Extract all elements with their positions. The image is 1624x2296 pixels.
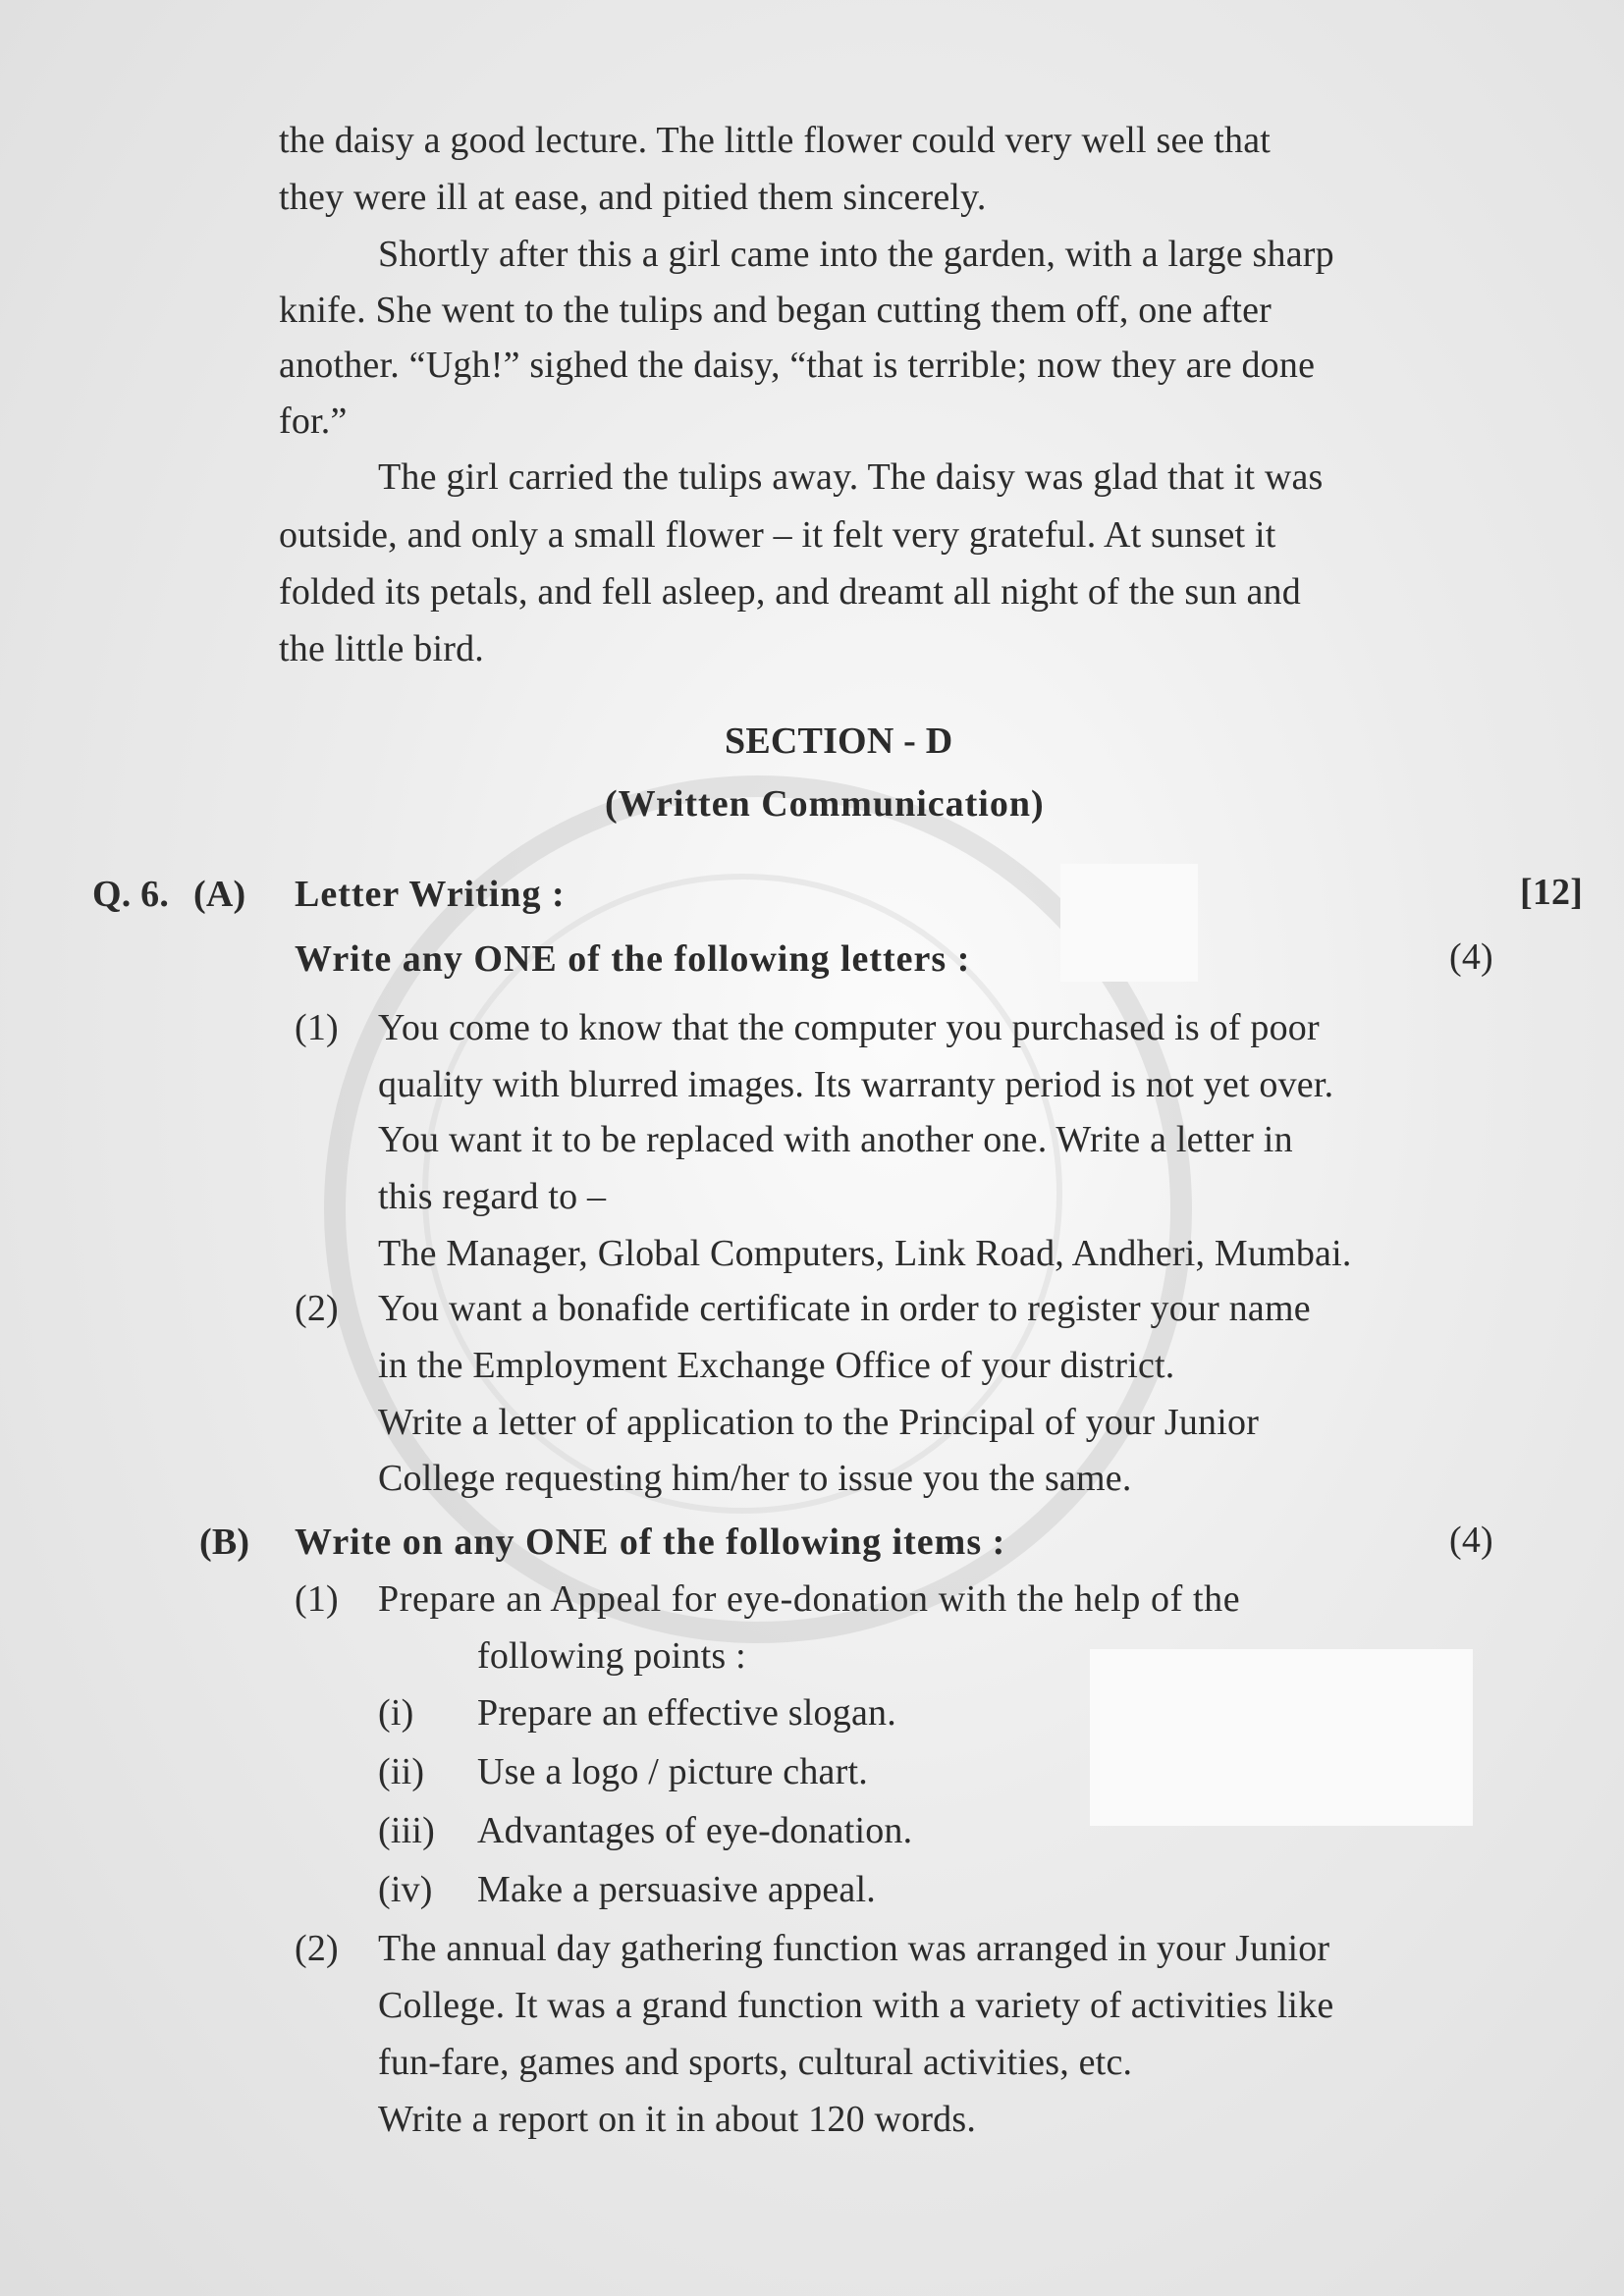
item-line: following points : — [477, 1635, 746, 1677]
item-line: You come to know that the computer you purchased is of poor — [378, 1007, 1320, 1048]
item-line: The annual day gathering function was arranged in your Junior — [378, 1928, 1330, 1969]
passage-line: Shortly after this a girl came into the garden, with a large sharp — [378, 234, 1334, 275]
part-a-marks: (4) — [1449, 936, 1493, 978]
blank-patch — [1060, 864, 1198, 982]
passage-line: for.” — [279, 400, 348, 442]
point-number: (i) — [378, 1692, 414, 1734]
point-text: Use a logo / picture chart. — [477, 1751, 868, 1792]
item-number: (2) — [295, 1288, 339, 1329]
item-line: You want a bonafide certificate in order to register your name — [378, 1288, 1311, 1329]
part-a-heading: Letter Writing : — [295, 874, 566, 915]
total-marks: [12] — [1520, 872, 1584, 913]
item-number: (1) — [295, 1007, 339, 1048]
passage-line: they were ill at ease, and pitied them sincerely. — [279, 177, 987, 218]
passage-line: knife. She went to the tulips and began cutting them off, one after — [279, 290, 1272, 331]
part-b-label: (B) — [199, 1522, 250, 1563]
passage-line: outside, and only a small flower – it felt very grateful. At sunset it — [279, 514, 1276, 556]
item-line: in the Employment Exchange Office of your district. — [378, 1345, 1175, 1386]
item-line: You want it to be replaced with another one. Write a letter in — [378, 1119, 1293, 1160]
passage-line: the daisy a good lecture. The little flower could very well see that — [279, 120, 1272, 161]
item-line: College requesting him/her to issue you the same. — [378, 1458, 1132, 1499]
point-text: Prepare an effective slogan. — [477, 1692, 896, 1734]
point-number: (iii) — [378, 1810, 435, 1851]
passage-line: folded its petals, and fell asleep, and dreamt all night of the sun and — [279, 571, 1301, 613]
passage-line: The girl carried the tulips away. The daisy was glad that it was — [378, 456, 1324, 498]
point-text: Make a persuasive appeal. — [477, 1869, 876, 1910]
point-text: Advantages of eye-donation. — [477, 1810, 913, 1851]
item-line: quality with blurred images. Its warranty period is not yet over. — [378, 1064, 1334, 1105]
item-line: The Manager, Global Computers, Link Road, Andheri, Mumbai. — [378, 1233, 1352, 1274]
blank-patch — [1090, 1649, 1473, 1826]
question-number: Q. 6. — [92, 874, 170, 915]
item-number: (1) — [295, 1578, 339, 1620]
part-b-instruction: Write on any ONE of the following items : — [295, 1522, 1006, 1563]
point-number: (ii) — [378, 1751, 425, 1792]
item-line: Write a report on it in about 120 words. — [378, 2099, 977, 2140]
section-title: SECTION - D — [725, 721, 953, 762]
item-line: Write a letter of application to the Principal of your Junior — [378, 1402, 1260, 1443]
item-line: fun-fare, games and sports, cultural activities, etc. — [378, 2042, 1133, 2083]
passage-line: the little bird. — [279, 628, 484, 669]
section-subtitle: (Written Communication) — [605, 783, 1045, 825]
passage-line: another. “Ugh!” sighed the daisy, “that is terrible; now they are done — [279, 345, 1316, 386]
item-line: Prepare an Appeal for eye-donation with the help of the — [378, 1578, 1241, 1620]
part-b-marks: (4) — [1449, 1520, 1493, 1561]
item-number: (2) — [295, 1928, 339, 1969]
item-line: College. It was a grand function with a variety of activities like — [378, 1985, 1334, 2026]
part-a-instruction: Write any ONE of the following letters : — [295, 938, 971, 980]
part-a-label: (A) — [193, 874, 246, 915]
item-line: this regard to – — [378, 1176, 607, 1217]
point-number: (iv) — [378, 1869, 433, 1910]
